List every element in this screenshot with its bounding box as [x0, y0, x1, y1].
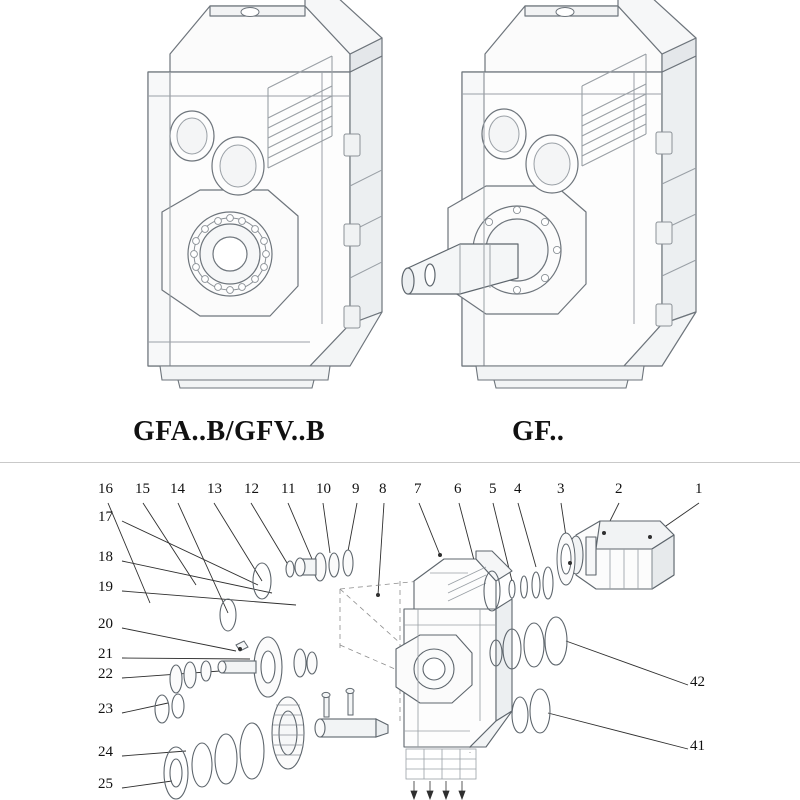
exploded-view-svg [0, 463, 800, 800]
caption-right: GF.. [512, 416, 565, 447]
callout-2: 2 [615, 481, 623, 497]
callout-16: 16 [98, 481, 113, 497]
callout-11: 11 [281, 481, 296, 497]
callout-22: 22 [98, 666, 113, 682]
callout-15: 15 [135, 481, 150, 497]
callout-1: 1 [695, 481, 703, 497]
callout-25: 25 [98, 776, 113, 792]
callout-20: 20 [98, 616, 113, 632]
callout-12: 12 [244, 481, 259, 497]
callout-23: 23 [98, 701, 113, 717]
callout-19: 19 [98, 579, 113, 595]
callout-3: 3 [557, 481, 565, 497]
callout-41: 41 [690, 738, 705, 754]
callout-10: 10 [316, 481, 331, 497]
callout-24: 24 [98, 744, 113, 760]
gearbox-illustration-right [400, 0, 720, 394]
gearbox-left-svg [100, 0, 400, 394]
gearbox-illustration-left [100, 0, 400, 394]
gearbox-right-svg [400, 0, 720, 394]
callout-9: 9 [352, 481, 360, 497]
exploded-assembly-diagram [0, 463, 800, 800]
callout-13: 13 [207, 481, 222, 497]
callout-5: 5 [489, 481, 497, 497]
callout-6: 6 [454, 481, 462, 497]
callout-42: 42 [690, 674, 705, 690]
callout-4: 4 [514, 481, 522, 497]
callout-17: 17 [98, 509, 113, 525]
callout-14: 14 [170, 481, 185, 497]
callout-7: 7 [414, 481, 422, 497]
callout-8: 8 [379, 481, 387, 497]
callout-21: 21 [98, 646, 113, 662]
callout-18: 18 [98, 549, 113, 565]
caption-left: GFA..B/GFV..B [133, 416, 326, 447]
